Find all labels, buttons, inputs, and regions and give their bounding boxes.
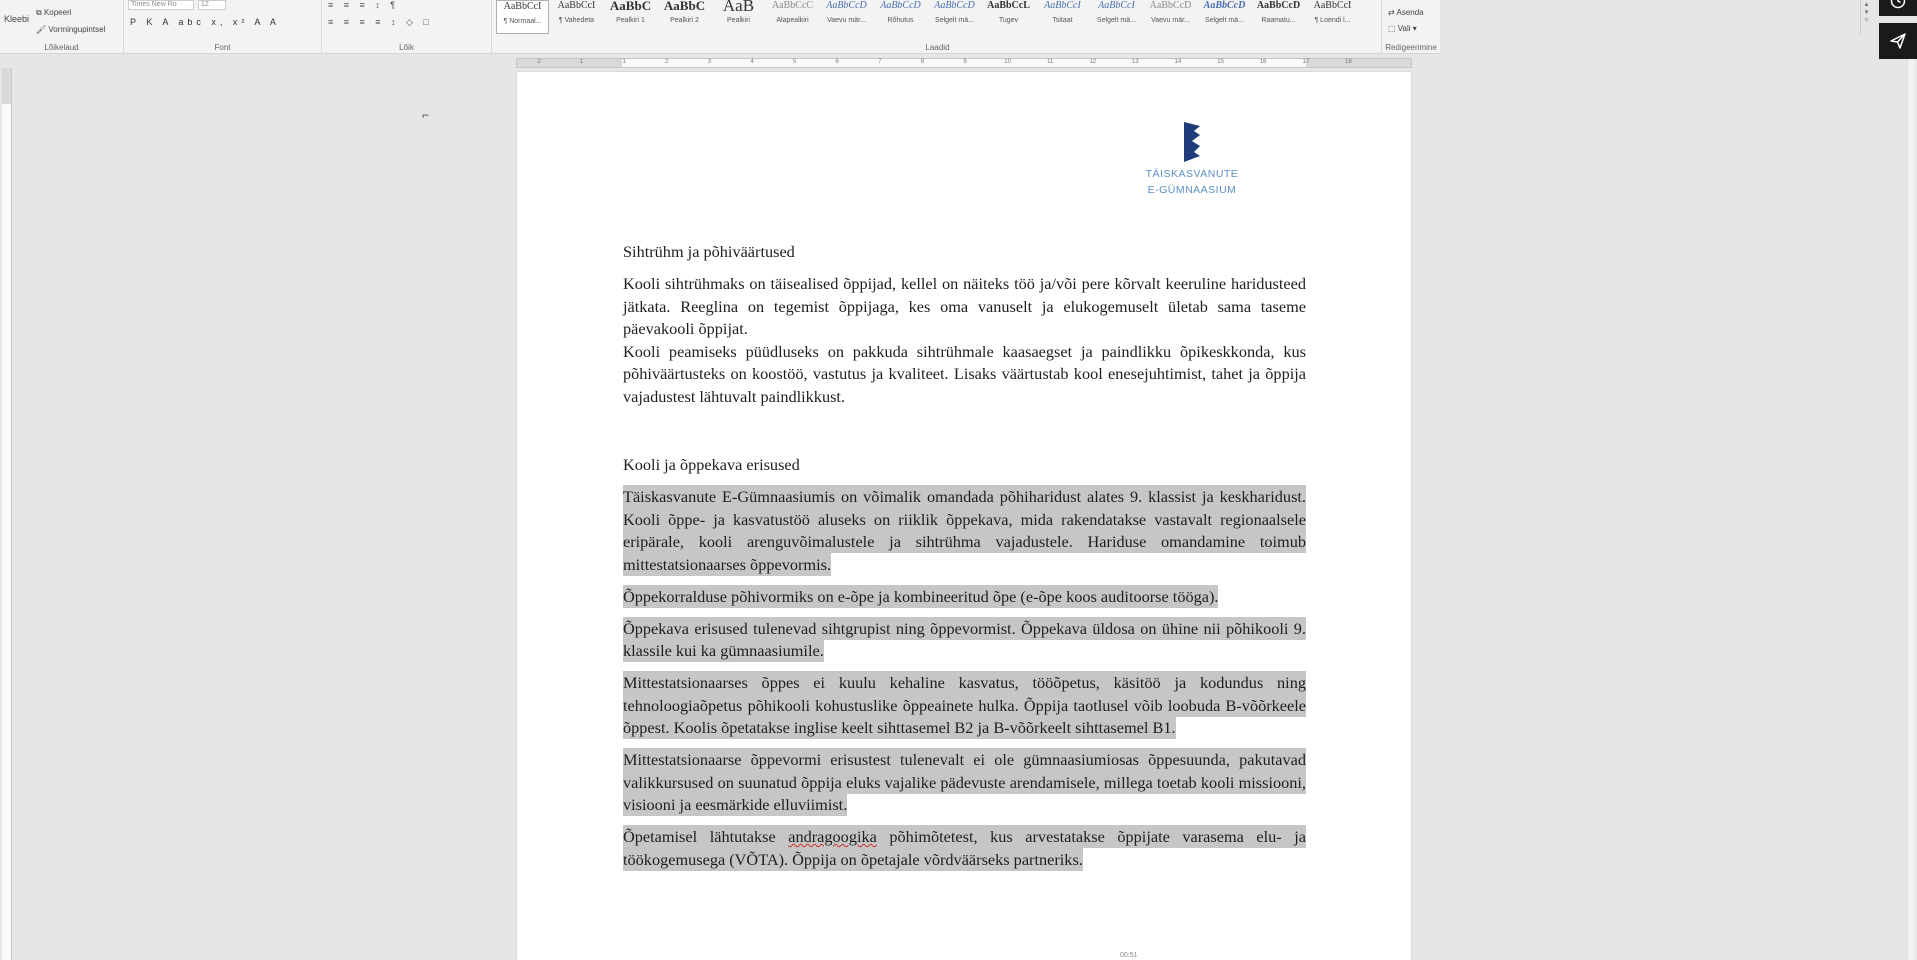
paragraph-andragogy [623, 826, 1306, 871]
document-page[interactable] [517, 72, 1411, 960]
ruler-tick-label: 3 [707, 59, 712, 65]
vertical-ruler[interactable] [2, 68, 12, 960]
style-item[interactable] [1036, 0, 1089, 34]
paragraph-core-values: Kooli peamiseks püüdluseks on pakkuda sihtrühmale kaasaegset ja paindlikku õpikeskkonda, kus põhiväärtusteks on koostöö, vastutus ja kvaliteet. Lisaks väärtustab kool enesejuhtimist, tahet ja õppija vajadustest lähtuvalt paindlikkust. [623, 341, 1306, 406]
style-item[interactable] [1252, 0, 1305, 34]
style-preview: AaBbC [609, 0, 652, 13]
copy-label: Kopeeri [43, 8, 72, 17]
send-icon [1889, 32, 1907, 50]
ruler-tick-label: 17 [1302, 59, 1310, 65]
ruler-tick-label: 10 [1004, 59, 1011, 65]
style-item[interactable] [1198, 0, 1251, 34]
selected-text [623, 825, 1306, 871]
style-item[interactable] [658, 0, 711, 34]
styles-scroll[interactable]: ▴ ▾ ▿ [1860, 0, 1872, 34]
selected-text: Mittestatsionaarses õppes ei kuulu kehaline kasvatus, tööõpetus, käsitöö ja kodundus ning tehnoloogiaõpetus põhikooli kohustuslike õppeainete hulka. Õppija taotlusel võib loobuda B-võõrkeele õppest. Koolis õpetatakse inglise keelt sihttasemel B2 ja B-võõrkeelt sihttasemel B1. [623, 673, 1306, 737]
logo-line-2: E-GÜMNAASIUM [1147, 184, 1237, 196]
style-preview: AaBbCcD [826, 0, 867, 11]
selected-text: Õppekava erisused tulenevad sihtgrupist ning õppevormist. Õppekava üldosa on ühine nii põhikooli 9. klassile kui ka gümnaasiumile. [623, 618, 1306, 660]
format-painter-button[interactable]: 🖌 Vormingupintsel [36, 25, 106, 34]
paragraph-list-tools[interactable]: ≡ ≡ ≡ ↕ ¶ [328, 0, 400, 10]
select-button[interactable]: ⬚ Vali ▾ [1388, 24, 1417, 33]
ruler-tick-label: 11 [1047, 59, 1054, 65]
selected-text: Mittestatsionaarse õppevormi erisustest tulenevalt ei ole gümnaasiumiosas õppesuunda, pakutavad valikkursused on suunatud õppija eluks vajalike pädevuste arendamisele, millega toetab kooli missiooni, visiooni ja eesmärkide elluviimist. [623, 750, 1306, 814]
editing-group-label: Redigeerimine [1385, 43, 1437, 52]
style-name: Raamatu... [1261, 17, 1296, 24]
format-painter-label: Vormingupintsel [48, 25, 106, 34]
style-name: Pealkiri [727, 17, 750, 24]
ruler-tick-label: 14 [1174, 59, 1182, 65]
style-item[interactable] [1306, 0, 1359, 34]
paragraph-group [322, 0, 492, 54]
ribbon [0, 0, 1869, 54]
copy-button[interactable]: ⧉ Kopeeri [36, 8, 72, 17]
style-name: Rõhutus [887, 17, 914, 24]
style-name: Selgelt mä... [935, 17, 974, 24]
document-body[interactable] [623, 241, 1306, 871]
ruler-tick-label: 12 [1089, 59, 1097, 65]
clipboard-group [0, 0, 124, 54]
paragraph-curriculum-differences [623, 618, 1306, 663]
clock-button[interactable] [1879, 0, 1917, 16]
ruler-tick-label: 8 [920, 59, 925, 65]
font-group-label: Font [214, 43, 231, 52]
selected-text: Õppekorralduse põhivormiks on e-õpe ja kombineeritud õpe (e-õpe koos auditoorse tööga). [623, 586, 1219, 606]
style-preview: AaBbCcC [771, 0, 814, 11]
select-label: Vali [1397, 24, 1411, 33]
styles-group-label: Laadid [925, 43, 950, 52]
ruler-tick-label: 18 [1345, 59, 1352, 65]
style-name: Tugev [998, 17, 1019, 24]
ruler-tick-label: 4 [750, 59, 754, 65]
style-preview: AaBbCcD [880, 0, 921, 11]
page-footer-mark: 00:51 [1120, 952, 1138, 959]
style-preview: AaB [722, 0, 755, 15]
ruler-tick-label: 2 [665, 59, 669, 65]
paragraph-study-forms [623, 586, 1306, 609]
school-logo [1137, 122, 1247, 196]
style-preview: AaBbCcL [987, 0, 1030, 11]
school-logo-icon [1181, 122, 1203, 164]
style-preview: AaBbCcD [1203, 0, 1246, 11]
ruler-tick-label: 9 [963, 59, 967, 65]
style-preview: AaBbCcI [1313, 0, 1352, 11]
ruler-tick-label: 13 [1132, 59, 1139, 65]
style-preview: AaBbCcI [557, 0, 596, 11]
selected-text: Täiskasvanute E-Gümnaasiumis on võimalik omandada põhiharidust alates 9. klassist ja keskharidust. Kooli õppe- ja kasvatustöö aluseks on riiklik õppekava, mida rakendatakse vastavalt regionaalsele eripärale, kooli arenguvõimalustele ja sihtrühma vajadustele. Hariduse omandamine toimub mittestatsionaarses õppevormis. [623, 487, 1306, 574]
heading-curriculum: Kooli ja õppekava erisused [623, 455, 800, 474]
logo-line-1: TÄISKASVANUTE [1145, 168, 1239, 180]
paste-button[interactable]: Kleebi [4, 14, 30, 24]
style-item[interactable] [604, 0, 657, 34]
style-preview: AaBbCcI [1098, 0, 1135, 11]
ruler-tick-label: 7 [878, 59, 882, 65]
editing-group [1382, 0, 1440, 54]
heading-target-group: Sihtrühm ja põhiväärtused [623, 242, 795, 261]
style-name: ¶ Normaal... [503, 18, 542, 25]
paragraph-non-stationary [623, 672, 1306, 740]
style-item[interactable] [982, 0, 1035, 34]
style-name: Pealkiri 1 [616, 17, 645, 24]
style-preview: AaBbCcI [1044, 0, 1081, 11]
style-preview: AaBbCcD [1256, 0, 1301, 11]
style-name: Vaevu mär... [1151, 17, 1190, 24]
ruler-tick-label: 1 [622, 59, 626, 65]
andragogy-text-start: Õpetamisel lähtutakse [623, 827, 789, 846]
ruler-tick-label: 6 [835, 59, 839, 65]
style-name: Selgelt mä... [1097, 17, 1136, 24]
style-item[interactable] [928, 0, 981, 34]
style-item[interactable] [496, 0, 549, 34]
style-name: Selgelt mä... [1205, 17, 1244, 24]
style-item[interactable] [712, 0, 765, 34]
paragraph-target-group: Kooli sihtrühmaks on täisealised õppijad, kellel on näiteks töö ja/või pere kõrvalt keeruline haridusteed jätkata. Reeglina on tegemist õppijaga, kes oma vanuselt ja elukogemuselt ületab sama taseme päevakooli õppijat. [623, 274, 1306, 338]
vertical-scrollbar[interactable] [1907, 54, 1915, 960]
font-group [124, 0, 322, 54]
font-format-tools[interactable]: P K A abc x, x² A A [130, 17, 280, 27]
style-preview: AaBbC [663, 0, 706, 13]
send-button[interactable] [1879, 23, 1917, 59]
paragraph-education-levels [623, 486, 1306, 576]
vertical-ruler-margin [2, 68, 11, 104]
style-item[interactable] [1090, 0, 1143, 34]
style-item[interactable] [874, 0, 927, 34]
style-item[interactable] [1144, 0, 1197, 34]
paragraph-courses [623, 749, 1306, 817]
font-size-select[interactable]: 12 [198, 0, 226, 10]
style-name: Vaevu mär... [827, 17, 866, 24]
style-name: Pealkiri 2 [670, 17, 699, 24]
style-preview: AaBbCcD [1149, 0, 1192, 11]
ruler-tick-label: 15 [1217, 59, 1224, 65]
andragogy-text-end: põhimõtetest, kus arvestatakse õppijate varasema elu- ja töökogemusega (VÕTA). Õppija on õpetajale võrdväärseks partneriks. [623, 827, 1306, 869]
replace-button[interactable]: ⇄ Asenda [1388, 8, 1424, 17]
clock-icon [1890, 0, 1906, 9]
style-name: ¶ Vahedeta [558, 17, 595, 24]
replace-label: Asenda [1396, 8, 1424, 17]
style-name: ¶ Loendi l... [1314, 17, 1351, 24]
mouse-cursor-icon: ⌐ [422, 108, 430, 122]
clipboard-group-label: Lõikelaud [44, 43, 79, 52]
style-item[interactable] [550, 0, 603, 34]
spelling-error-word[interactable]: andragoogika [788, 827, 877, 846]
style-name: Alapealkiri [776, 17, 809, 24]
style-item[interactable] [766, 0, 819, 34]
ruler-tick-label: 5 [792, 59, 797, 65]
style-item[interactable] [820, 0, 873, 34]
style-preview: AaBbCcD [934, 0, 975, 11]
paragraph-group-label: Lõik [399, 43, 414, 52]
ruler-tick-label: 16 [1259, 59, 1267, 65]
style-preview: AaBbCcI [503, 1, 542, 12]
style-name: Tsitaat [1052, 17, 1073, 24]
horizontal-ruler[interactable] [516, 58, 1412, 68]
paragraph-align-tools[interactable]: ≡ ≡ ≡ ≡ ↕ ◇ □ [328, 17, 433, 27]
ruler-tick-label: 1 [579, 59, 584, 65]
font-name-select[interactable]: Times New Ro [128, 0, 194, 10]
ruler-tick-label: 2 [537, 59, 541, 65]
